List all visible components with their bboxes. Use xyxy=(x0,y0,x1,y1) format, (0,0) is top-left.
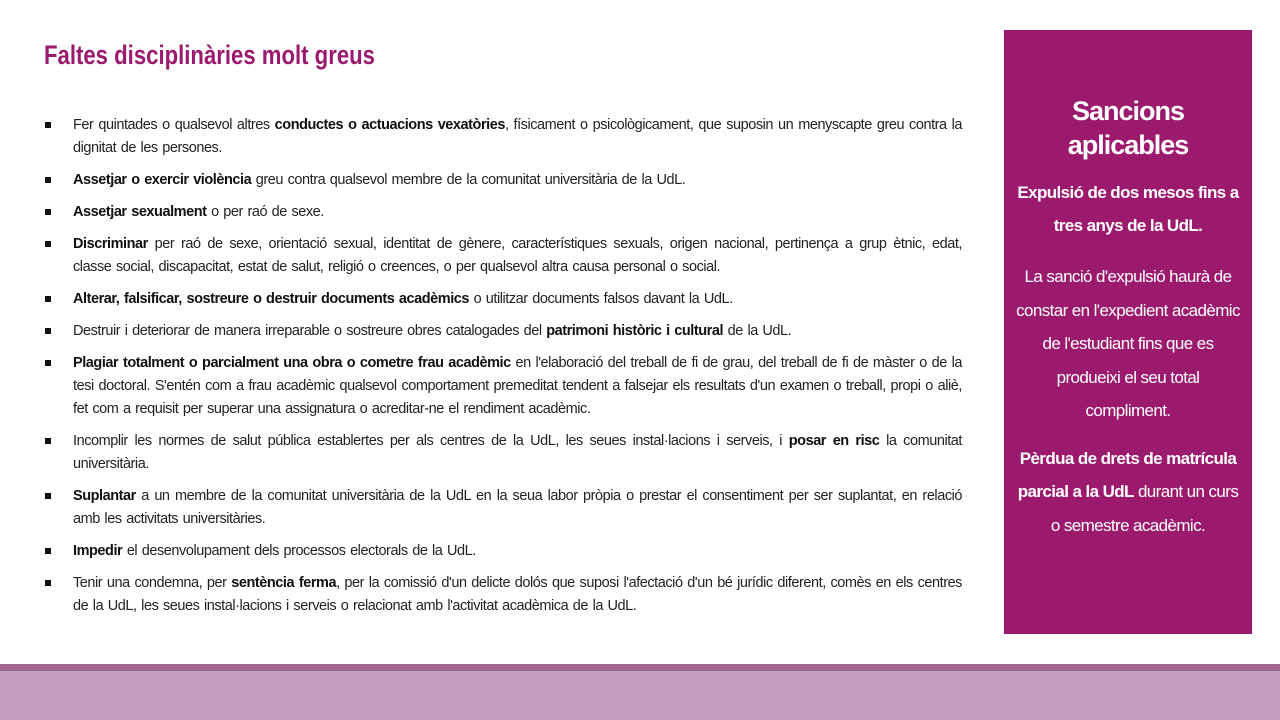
list-item-emphasis: Plagiar totalment o parcialment una obra o cometre frau acadèmic xyxy=(73,355,511,371)
bullet-icon xyxy=(45,177,51,183)
list-item-text: Tenir una condemna, per xyxy=(73,575,232,591)
sanction-expulsion-note: La sanció d'expulsió haurà de constar en l'expedient acadèmic de l'estudiant fins que es produeixi el seu total compliment. xyxy=(1016,267,1240,420)
sanction-expulsion: Expulsió de dos mesos fins a tres anys de la UdL. xyxy=(1017,183,1239,235)
list-item xyxy=(44,485,962,531)
footer-divider xyxy=(0,664,1280,671)
footer-band xyxy=(0,671,1280,720)
list-item-text: greu contra qualsevol membre de la comunitat universitària de la UdL. xyxy=(251,172,686,188)
list-item-text: Fer quintades o qualsevol altres xyxy=(73,117,275,133)
list-item-emphasis: sentència ferma xyxy=(231,575,337,591)
bullet-icon xyxy=(45,548,51,554)
panel-title: Sancions aplicables xyxy=(1067,96,1189,160)
bullet-icon xyxy=(45,438,51,444)
list-item xyxy=(44,352,962,421)
list-item-emphasis: Assetjar sexualment xyxy=(73,204,207,220)
list-item-text: , per la comissió d'un delicte dolós que suposi l'afectació d'un bé jurídic diferent, comès en els centres de la UdL, les seues instal·lacions i serveis o relacionat amb l'activitat acadèmica de la UdL. xyxy=(73,575,962,614)
list-item xyxy=(44,114,962,160)
list-item-emphasis: patrimoni històric i cultural xyxy=(546,323,724,339)
list-item xyxy=(44,320,962,343)
bullet-icon xyxy=(45,328,51,334)
list-item xyxy=(44,201,962,224)
list-item-emphasis: Impedir xyxy=(73,543,123,559)
list-item-emphasis: posar en risc xyxy=(788,433,880,449)
bullet-icon xyxy=(45,360,51,366)
list-item-text: per raó de sexe, orientació sexual, identitat de gènere, característiques sexuals, origen nacional, pertinença a grup ètnic, edat, classe social, discapacitat, estat de salut, religió o creences, o per qualsevol altra causa personal o social. xyxy=(73,236,962,275)
list-item-text: Incomplir les normes de salut pública establertes per als centres de la UdL, les seues instal·lacions i serveis, i xyxy=(73,433,789,449)
bullet-icon xyxy=(45,296,51,302)
list-item xyxy=(44,169,962,192)
list-item-emphasis: Discriminar xyxy=(73,236,148,252)
list-item xyxy=(44,540,962,563)
sanction-loss-bold: Pèrdua de drets de matrícula parcial a la UdL xyxy=(1017,448,1237,501)
list-item xyxy=(44,288,962,311)
list-item-emphasis: conductes o actuacions vexatòries xyxy=(274,117,505,133)
sanction-loss-of-rights xyxy=(1014,442,1242,543)
bullet-icon xyxy=(45,209,51,215)
list-item xyxy=(44,572,962,618)
list-item-text: o per raó de sexe. xyxy=(206,204,324,220)
list-item xyxy=(44,430,962,476)
list-item-emphasis: Alterar, falsificar, sostreure o destruir documents acadèmics xyxy=(73,291,469,307)
list-item-text: de la UdL. xyxy=(723,323,792,339)
bullet-icon xyxy=(45,580,51,586)
bullet-icon xyxy=(45,241,51,247)
list-item-emphasis: Suplantar xyxy=(73,488,136,504)
list-item-emphasis: Assetjar o exercir violència xyxy=(73,172,252,188)
offense-list xyxy=(44,114,962,627)
list-item-text: a un membre de la comunitat universitària de la UdL en la seua labor pròpia o prestar el consentiment per ser suplantat, en relació amb les activitats universitàries. xyxy=(73,488,962,527)
list-item-text: la comunitat universitària. xyxy=(73,433,962,472)
bullet-icon xyxy=(45,122,51,128)
list-item-text: , físicament o psicològicament, que suposin un menyscapte greu contra la dignitat de les persones. xyxy=(73,117,962,156)
list-item xyxy=(44,233,962,279)
list-item-text: en l'elaboració del treball de fi de grau, del treball de fi de màster o de la tesi doctoral. S'entén com a frau acadèmic qualsevol comportament premeditat tendent a falsejar els resultats d'un examen o treball, propi o aliè, fet com a requisit per superar una assignatura o acreditar-ne el rendiment acadèmic. xyxy=(73,355,962,417)
sanction-loss-rest: durant un curs o semestre acadèmic. xyxy=(1050,482,1239,535)
slide-title: Faltes disciplinàries molt greus xyxy=(44,40,375,70)
list-item-text: el desenvolupament dels processos electorals de la UdL. xyxy=(122,543,476,559)
list-item-text: Destruir i deteriorar de manera irreparable o sostreure obres catalogades del xyxy=(73,323,547,339)
sanctions-panel xyxy=(1004,30,1252,634)
bullet-icon xyxy=(45,493,51,499)
list-item-text: o utilitzar documents falsos davant la UdL. xyxy=(469,291,733,307)
